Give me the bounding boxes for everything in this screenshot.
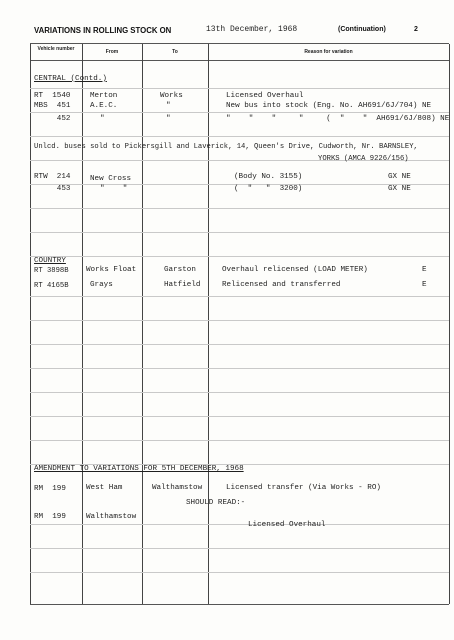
header-bottom-rule [30,60,449,61]
ruled-line [30,88,449,89]
sold-row-2-code: GX NE [388,185,411,193]
country-row-1-from: Works Float [86,266,137,274]
document-date: 13th December, 1968 [206,25,298,34]
column-divider-3 [208,44,209,604]
ruled-line [30,392,449,393]
central-row-3-from: " [100,115,105,123]
section-heading-amendment: AMENDMENT TO VARIATIONS FOR 5TH DECEMBER, 1968 [34,465,244,473]
sold-note-line-1: Unlcd. buses sold to Pickersgill and Laverick, 14, Queen's Drive, Cudworth, Nr. BARNSLEY, [34,143,418,151]
ruled-line [30,572,449,573]
column-divider-1 [82,44,83,604]
ruled-line [30,548,449,549]
sold-note-line-2: YORKS (AMCA 9226/156) [318,155,409,163]
ruled-line [30,416,449,417]
should-read-label: SHOULD READ:- [186,499,246,507]
ruled-line [30,320,449,321]
sold-row-1-from: New Cross [90,175,132,183]
central-row-1-from: Merton [90,92,118,100]
central-row-1-reason: Licensed Overhaul [226,92,304,100]
sold-row-1-reason: (Body No. 3155) [234,173,303,181]
ruled-line [30,112,449,113]
central-row-3-vehicle: 452 [34,115,71,123]
page-number: 2 [414,26,418,33]
ruled-line [30,368,449,369]
country-row-1-reason: Overhaul relicensed (LOAD METER) [222,266,368,274]
column-header-to: To [172,49,178,55]
document-title: VARIATIONS IN ROLLING STOCK ON [34,26,172,35]
amendment-row-1-vehicle: RM 199 [34,485,66,493]
central-row-2-reason: New bus into stock (Eng. No. AH691/6J/704) NE [226,102,432,110]
ruled-line [30,136,449,137]
ruled-line [30,524,449,525]
column-header-from: From [105,49,119,55]
country-row-2-vehicle: RT 4165B [34,282,69,290]
section-heading-central: CENTRAL (Contd.) [34,75,107,83]
ruled-line [30,440,449,441]
central-row-2-vehicle: MBS 451 [34,102,71,110]
sold-row-2-reason: ( " " 3200) [234,185,303,193]
amendment-row-1-from: West Ham [86,484,123,492]
sold-row-2-vehicle: 453 [34,185,71,193]
column-divider-2 [142,44,143,604]
ruled-line [30,344,449,345]
country-row-2-code: E [422,281,427,289]
country-row-2-to: Hatfield [164,281,201,289]
amendment-row-2-vehicle: RM 199 [34,513,66,521]
ruled-line [30,256,449,257]
amendment-row-2-from: Walthamstow [86,513,137,521]
ruled-line [30,296,449,297]
ruled-line [30,232,449,233]
sold-row-1-vehicle: RTW 214 [34,173,71,181]
country-row-2-from: Grays [90,281,113,289]
amendment-row-2-reason: Licensed Overhaul [248,521,326,529]
central-row-3-to: " [166,115,171,123]
country-row-1-code: E [422,266,427,274]
country-row-1-to: Garston [164,266,196,274]
column-header-vehicle: Vehicle number [37,46,75,52]
central-row-2-to: " [166,102,171,110]
sold-row-1-code: GX NE [388,173,411,181]
ruled-line [30,208,449,209]
continuation-label: (Continuation) [338,26,386,33]
column-header-reason: Reason for variation [304,49,353,55]
header-top-rule [30,43,449,44]
central-row-3-reason: " " " " ( " " AH691/6J/808) NE [226,115,450,123]
country-row-1-vehicle: RT 3898B [34,267,69,275]
table-bottom-rule [30,604,449,605]
central-row-2-from: A.E.C. [90,102,118,110]
column-divider-left [30,44,31,604]
sold-row-2-from: " " [100,185,128,193]
amendment-row-1-reason: Licensed transfer (Via Works - RO) [226,484,381,492]
section-heading-country: COUNTRY [34,257,66,265]
column-divider-right [449,44,450,604]
central-row-1-vehicle: RT 1540 [34,92,71,100]
amendment-row-1-to: Walthamstow [152,484,203,492]
country-row-2-reason: Relicensed and transferred [222,281,341,289]
central-row-1-to: Works [160,92,183,100]
